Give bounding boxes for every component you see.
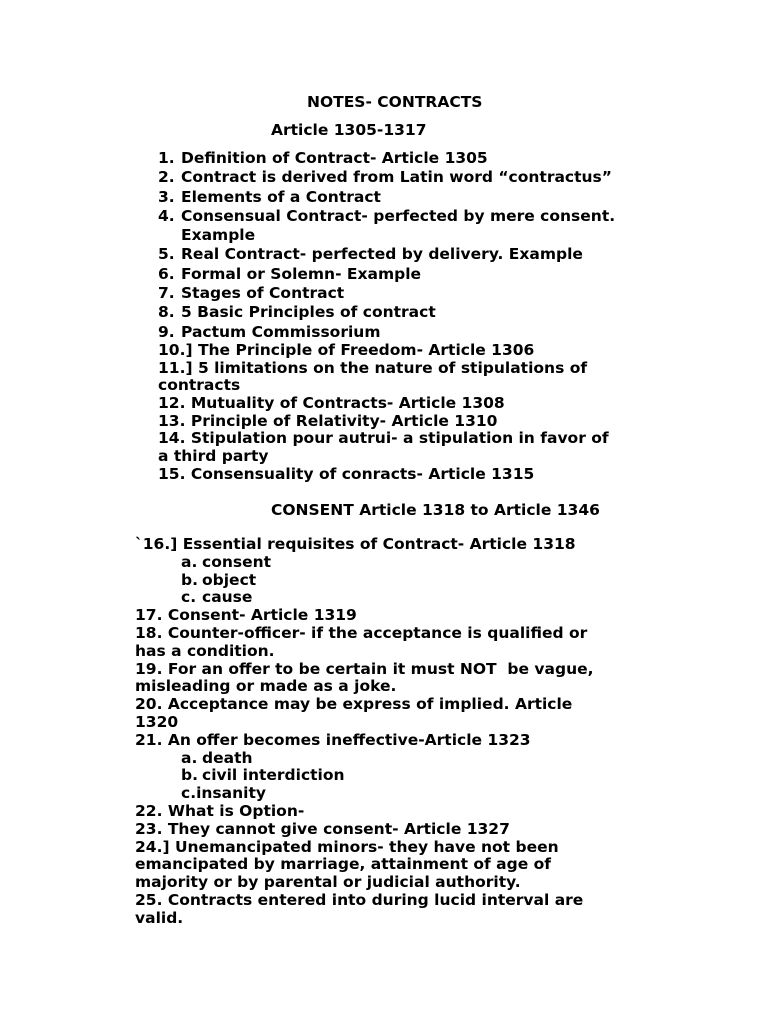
- list-number: 4.: [158, 206, 175, 225]
- sub-list-letter: a.: [181, 552, 198, 571]
- list-item: 12. Mutuality of Contracts- Article 1308: [158, 394, 505, 413]
- list-text-continuation: misleading or made as a joke.: [135, 677, 397, 696]
- list-item: 20. Acceptance may be express of implied. Article: [135, 695, 573, 714]
- list-item: 11.] 5 limitations on the nature of stipulations of: [158, 358, 588, 377]
- list-text-continuation: emancipated by marriage, attainment of age of: [135, 855, 552, 874]
- sub-list-text: civil interdiction: [202, 766, 345, 785]
- list-item: [158, 284, 718, 303]
- list-text: 5 Basic Principles of contract: [181, 303, 436, 322]
- list-item: [158, 168, 718, 187]
- sub-list-item: [135, 750, 735, 768]
- list-item: 24.] Unemancipated minors- they have not been: [135, 837, 559, 856]
- document-subtitle: Article 1305-1317: [271, 121, 427, 139]
- sub-list-item: [135, 554, 735, 572]
- list-text-continuation: has a condition.: [135, 641, 275, 660]
- list-text: Contract is derived from Latin word “contractus”: [181, 168, 612, 187]
- list-number: 2.: [158, 168, 175, 187]
- list-text-continuation: valid.: [135, 908, 184, 927]
- article-list: [158, 149, 718, 483]
- document-title: NOTES- CONTRACTS: [307, 93, 483, 111]
- list-text-continuation: contracts: [158, 376, 241, 395]
- consent-list: [135, 536, 735, 928]
- sub-list-item: [135, 589, 735, 607]
- list-text: Pactum Commissorium: [181, 322, 381, 341]
- list-item: [158, 188, 718, 207]
- list-text-continuation: 1320: [135, 712, 179, 731]
- list-item: [158, 323, 718, 342]
- list-item: 17. Consent- Article 1319: [135, 606, 357, 625]
- list-item: 15. Consensuality of conracts- Article 1315: [158, 464, 535, 483]
- list-text-continuation: Example: [181, 226, 256, 245]
- sub-list-item: [135, 572, 735, 590]
- list-number: 3.: [158, 187, 175, 206]
- list-number: 7.: [158, 284, 175, 303]
- list-text: Consensual Contract- perfected by mere consent.: [181, 206, 616, 225]
- list-number: 5.: [158, 245, 175, 264]
- list-item: 23. They cannot give consent- Article 1327: [135, 819, 510, 838]
- list-item: 14. Stipulation pour autrui- a stipulation in favor of: [158, 429, 609, 448]
- list-item: `16.] Essential requisites of Contract- Article 1318: [135, 535, 576, 553]
- list-item: 25. Contracts entered into during lucid interval are: [135, 890, 584, 909]
- list-item: [158, 207, 718, 226]
- sub-list-text: consent: [202, 552, 272, 571]
- sub-list-letter: a.: [181, 748, 198, 767]
- list-number: 9.: [158, 322, 175, 341]
- list-number: 6.: [158, 264, 175, 283]
- list-item: 10.] The Principle of Freedom- Article 1306: [158, 340, 535, 359]
- sub-list-letter: b.: [181, 766, 198, 785]
- list-text: Stages of Contract: [181, 284, 345, 303]
- list-item: [158, 149, 718, 168]
- sub-list-text: cause: [202, 588, 253, 607]
- list-item: [158, 245, 718, 264]
- sub-list-letter: b.: [181, 570, 198, 589]
- list-text: Definition of Contract- Article 1305: [181, 149, 488, 167]
- sub-list-letter: c.: [181, 588, 197, 607]
- list-item: 18. Counter-officer- if the acceptance is qualified or: [135, 623, 588, 642]
- list-text: Elements of a Contract: [181, 187, 381, 206]
- list-item: 22. What is Option-: [135, 801, 305, 820]
- sub-list-text: object: [202, 570, 257, 589]
- list-item: [158, 265, 718, 284]
- list-item: 19. For an offer to be certain it must NOT be vague,: [135, 659, 594, 678]
- list-item: [158, 303, 718, 322]
- list-item: 21. An offer becomes ineffective-Article 1323: [135, 730, 531, 749]
- sub-list-text: death: [202, 748, 253, 767]
- list-text-continuation: a third party: [158, 447, 269, 466]
- section-heading: CONSENT Article 1318 to Article 1346: [271, 501, 600, 519]
- sub-list-item: c.insanity: [181, 784, 266, 803]
- list-text: Real Contract- perfected by delivery. Example: [181, 245, 583, 264]
- list-number: 8.: [158, 303, 175, 322]
- list-number: 1.: [158, 149, 175, 167]
- list-text: Formal or Solemn- Example: [181, 264, 422, 283]
- list-text-continuation: majority or by parental or judicial authority.: [135, 873, 521, 892]
- list-item: 13. Principle of Relativity- Article 1310: [158, 411, 498, 430]
- sub-list-item: [135, 767, 735, 785]
